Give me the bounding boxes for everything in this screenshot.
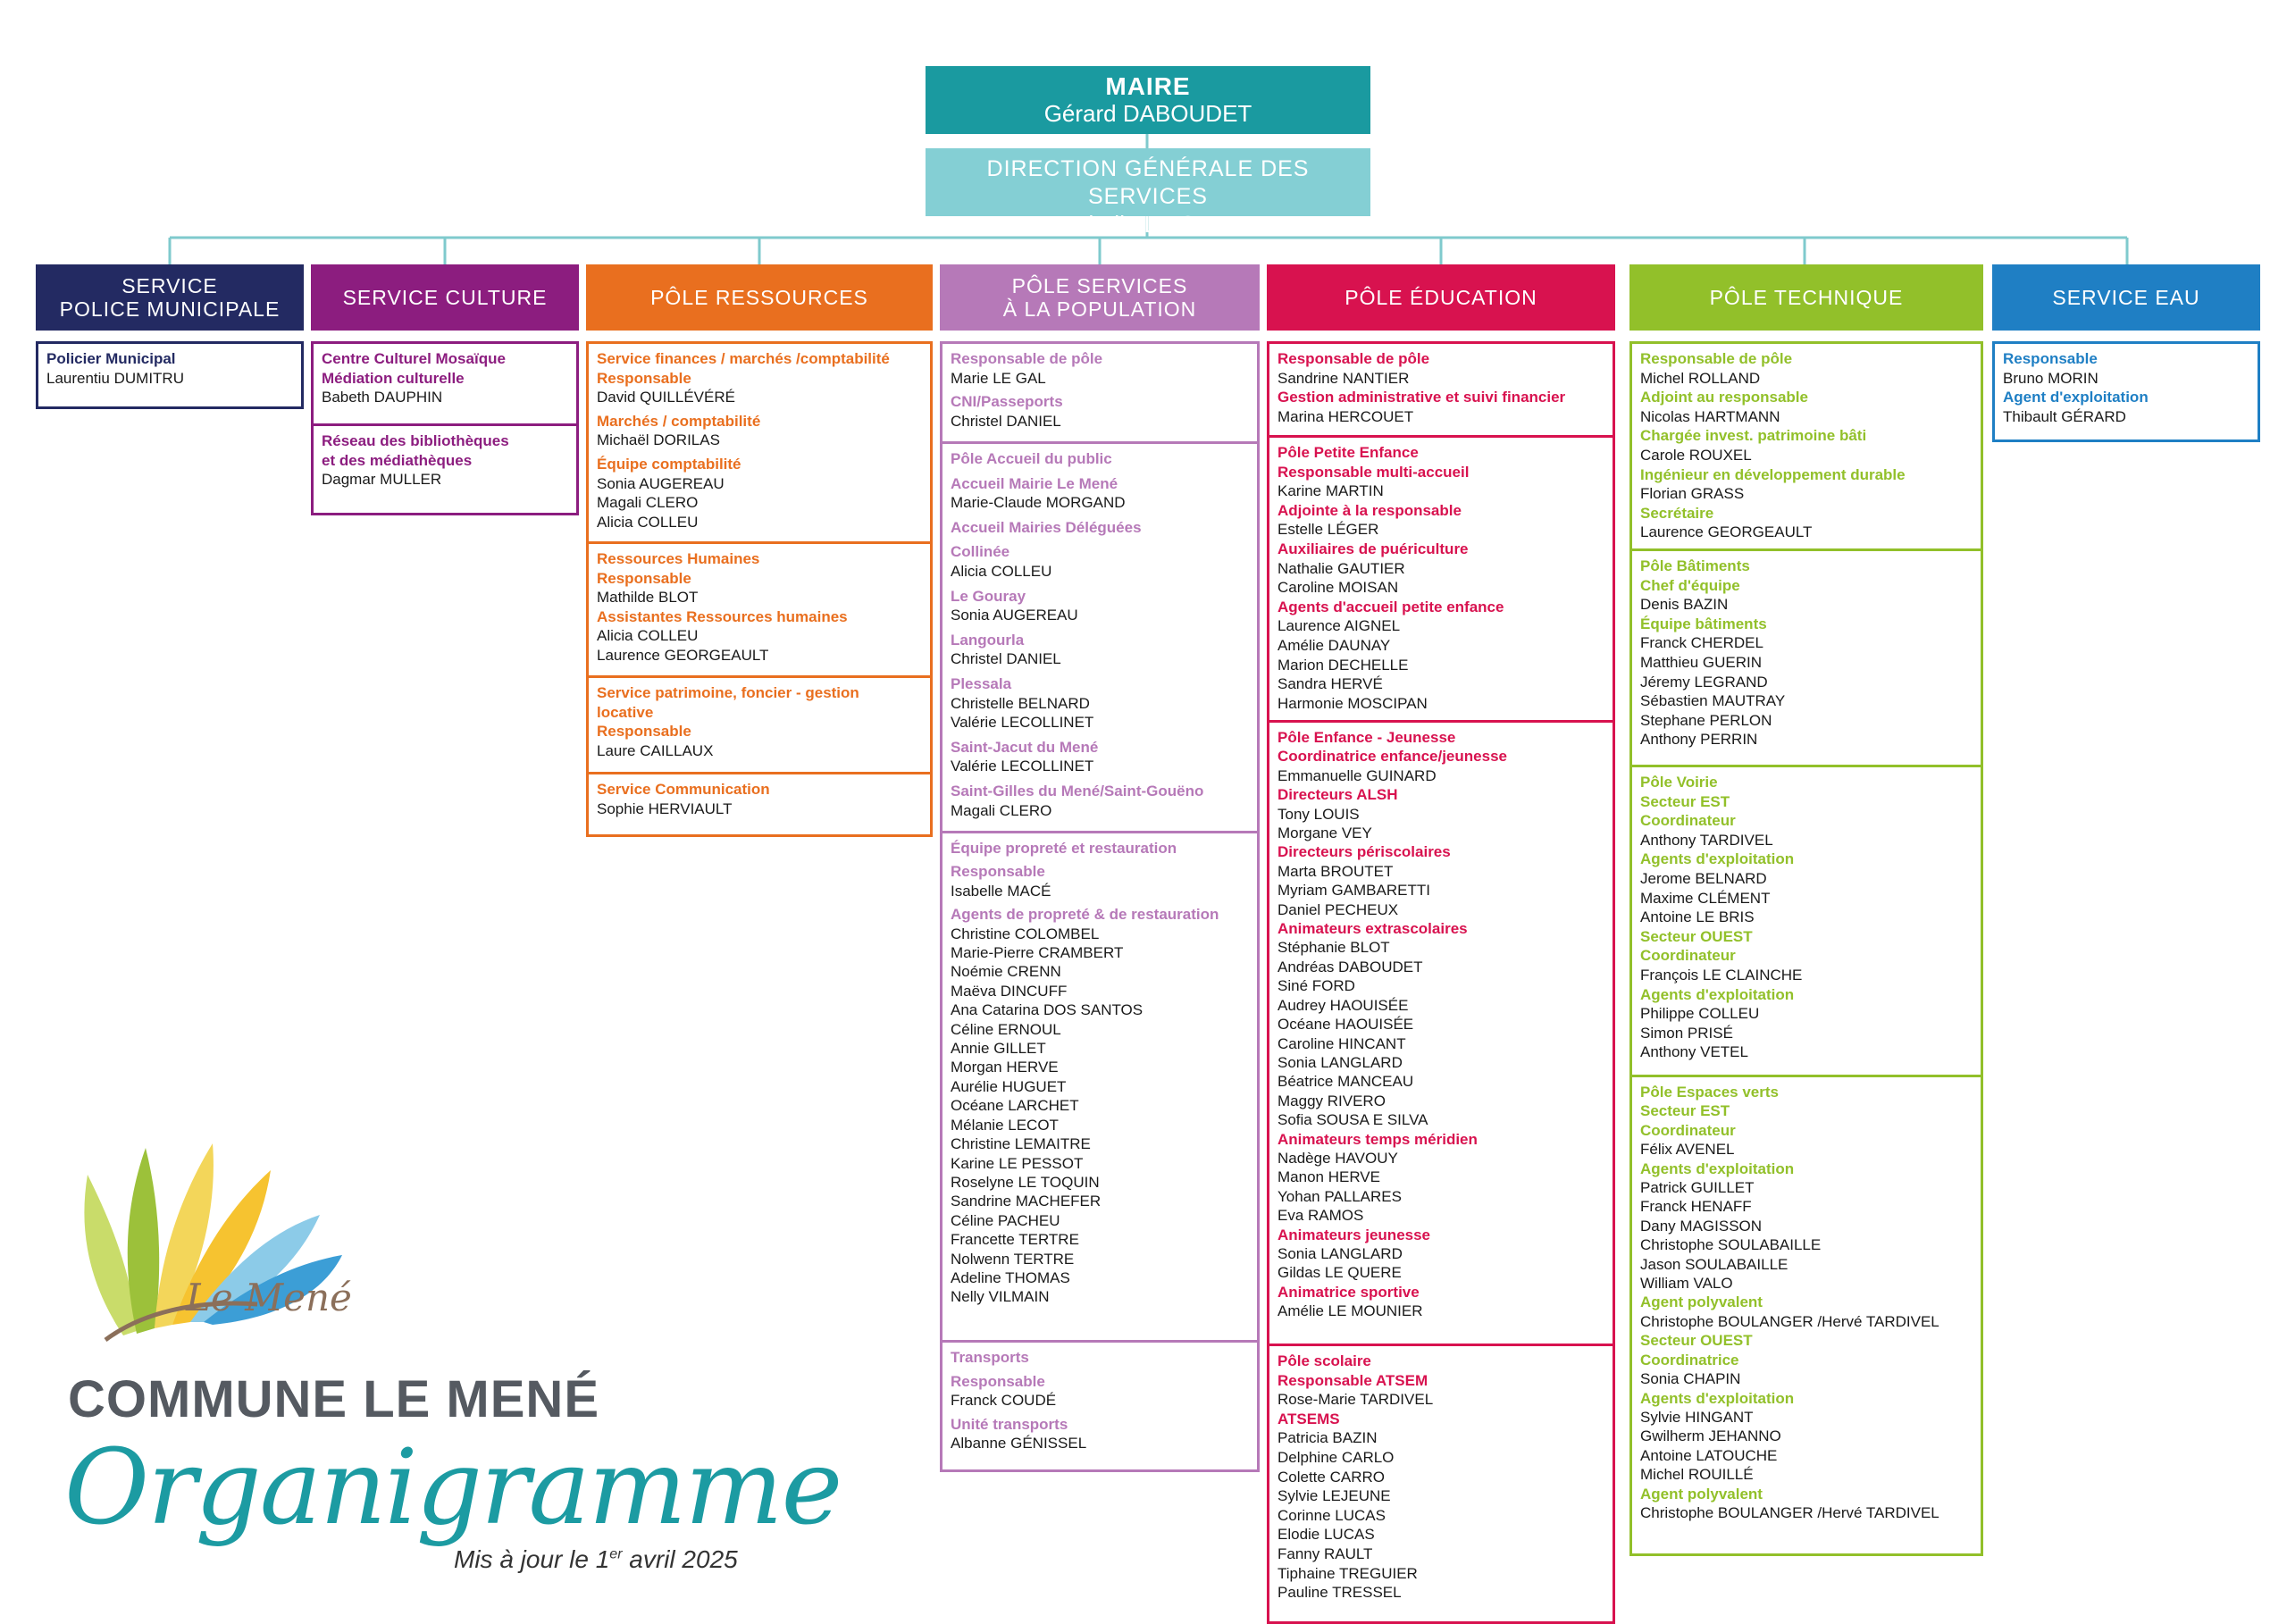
organigramme-title: Organigramme <box>64 1427 842 1548</box>
role-label: Réseau des bibliothèques <box>322 432 509 449</box>
box-ressources-1 <box>586 541 933 684</box>
update-sup: er <box>609 1546 623 1562</box>
person-name: Michaël DORILAS <box>597 431 720 449</box>
box-culture-0 <box>311 341 579 431</box>
role-label: Responsable <box>597 723 691 741</box>
person-name: Emmanuelle GUINARD <box>1278 766 1437 784</box>
person-name: Anthony TARDIVEL <box>1640 831 1773 849</box>
person-name: Antoine LATOUCHE <box>1640 1446 1778 1464</box>
role-label: Responsable <box>2003 350 2098 367</box>
person-name: Laurentiu DUMITRU <box>46 369 184 387</box>
person-name: Tony LOUIS <box>1278 805 1360 823</box>
person-name: Marie-Pierre CRAMBERT <box>951 944 1124 962</box>
person-name: Marina HERCOUET <box>1278 407 1414 425</box>
person-name: Manon HERVE <box>1278 1168 1380 1186</box>
header-ressources <box>586 264 933 331</box>
role-label: Pôle scolaire <box>1278 1352 1371 1369</box>
person-name: Laurence AIGNEL <box>1278 617 1401 635</box>
person-name: Océane LARCHET <box>951 1097 1079 1115</box>
person-name: Gildas LE QUERE <box>1278 1264 1402 1282</box>
role-label: Secteur EST <box>1640 792 1730 810</box>
person-name: Nolwenn TERTRE <box>951 1250 1075 1268</box>
header-line: PÔLE SERVICES <box>1011 274 1188 297</box>
role-label: Adjointe à la responsable <box>1278 501 1462 519</box>
role-label: Secteur OUEST <box>1640 927 1753 945</box>
box-police-0 <box>36 341 304 409</box>
person-name: Anthony PERRIN <box>1640 731 1758 749</box>
role-label: Coordinatrice <box>1640 1351 1739 1369</box>
person-name: Michel ROUILLÉ <box>1640 1466 1754 1484</box>
role-label: Langourla <box>951 631 1025 649</box>
header-line: POLICE MUNICIPALE <box>59 297 281 321</box>
column-eau <box>1992 264 2260 1618</box>
person-name: Christel DANIEL <box>951 412 1061 430</box>
box-technique-0 <box>1629 341 1983 559</box>
role-label: Collinée <box>951 543 1010 561</box>
box-education-1 <box>1267 435 1615 732</box>
role-label: Pôle Voirie <box>1640 774 1718 791</box>
person-name: Céline PACHEU <box>951 1211 1060 1229</box>
role-label: Marchés / comptabilité <box>597 412 761 430</box>
person-name: Ana Catarina DOS SANTOS <box>951 1001 1144 1019</box>
role-label: Responsable de pôle <box>1640 350 1793 367</box>
role-label: Assistantes Ressources humaines <box>597 607 848 625</box>
person-name: Marie-Claude MORGAND <box>951 494 1126 512</box>
role-label: Responsable <box>597 569 691 587</box>
person-name: Nathalie GAUTIER <box>1278 559 1405 577</box>
person-name: Nicolas HARTMANN <box>1640 407 1780 425</box>
header-eau <box>1992 264 2260 331</box>
person-name: Francette TERTRE <box>951 1231 1079 1249</box>
header-technique <box>1629 264 1983 331</box>
person-name: Bruno MORIN <box>2003 369 2099 387</box>
column-education <box>1267 264 1615 1618</box>
role-label: Pôle Bâtiments <box>1640 557 1750 574</box>
role-label: Responsable de pôle <box>1278 350 1430 367</box>
role-label: Directeurs périscolaires <box>1278 843 1451 861</box>
person-name: Sébastien MAUTRAY <box>1640 692 1786 710</box>
role-label: Service finances / marchés /comptabilité <box>597 350 890 367</box>
person-name: Christophe BOULANGER /Hervé TARDIVEL <box>1640 1503 1939 1521</box>
role-label: Pôle Espaces verts <box>1640 1084 1779 1101</box>
box-culture-1 <box>311 423 579 515</box>
person-name: Sandra HERVÉ <box>1278 675 1383 693</box>
person-name: Christophe SOULABAILLE <box>1640 1236 1822 1254</box>
header-line: PÔLE ÉDUCATION <box>1345 286 1537 309</box>
role-label: Équipe propreté et restauration <box>951 840 1177 857</box>
role-label: Coordinatrice enfance/jeunesse <box>1278 748 1507 766</box>
role-label: Animateurs jeunesse <box>1278 1226 1431 1243</box>
box-population-2 <box>940 831 1260 1349</box>
person-name: Franck COUDÉ <box>951 1392 1057 1410</box>
person-name: Jerome BELNARD <box>1640 869 1767 887</box>
person-name: Antoine LE BRIS <box>1640 908 1755 926</box>
person-name: David QUILLÉVÉRÉ <box>597 389 735 406</box>
person-name: Laure CAILLAUX <box>597 741 714 759</box>
header-police <box>36 264 304 331</box>
person-name: Elodie LUCAS <box>1278 1526 1375 1544</box>
person-name: Annie GILLET <box>951 1040 1046 1058</box>
role-label: Coordinateur <box>1640 947 1736 965</box>
role-label: Transports <box>951 1349 1029 1366</box>
person-name: Michel ROLLAND <box>1640 369 1761 387</box>
header-line: PÔLE RESSOURCES <box>650 286 868 309</box>
le-mene-logo-icon <box>70 1121 364 1344</box>
person-name: Simon PRISÉ <box>1640 1024 1733 1042</box>
role-label: et des médiathèques <box>322 451 473 469</box>
person-name: Sofia SOUSA E SILVA <box>1278 1111 1428 1129</box>
role-label: Service patrimoine, foncier - gestion <box>597 684 859 701</box>
role-label: Chargée invest. patrimoine bâti <box>1640 427 1867 445</box>
role-label: Agents de propreté & de restauration <box>951 906 1219 924</box>
person-name: Christine COLOMBEL <box>951 925 1100 942</box>
person-name: Maxime CLÉMENT <box>1640 889 1771 907</box>
maire-box <box>926 66 1370 134</box>
role-label: Responsable <box>597 369 691 387</box>
person-name: Sophie HERVIAULT <box>597 799 733 817</box>
role-label: Secteur EST <box>1640 1102 1730 1120</box>
person-name: Valérie LECOLLINET <box>951 758 1094 775</box>
person-name: Harmonie MOSCIPAN <box>1278 694 1428 712</box>
role-label: Agents d'exploitation <box>1640 985 1795 1003</box>
role-label: Gestion administrative et suivi financier <box>1278 389 1566 406</box>
role-label: Ingénieur en développement durable <box>1640 465 1906 483</box>
role-label: Saint-Jacut du Mené <box>951 738 1099 756</box>
role-label: Saint-Gilles du Mené/Saint-Gouëno <box>951 782 1204 799</box>
role-label: Animateurs temps méridien <box>1278 1130 1478 1148</box>
role-label: Coordinateur <box>1640 1121 1736 1139</box>
person-name: Sonia LANGLARD <box>1278 1244 1403 1262</box>
role-label: Service Communication <box>597 781 770 798</box>
box-technique-3 <box>1629 1075 1983 1556</box>
person-name: Christophe BOULANGER /Hervé TARDIVEL <box>1640 1312 1939 1330</box>
header-line: À LA POPULATION <box>1002 297 1197 321</box>
person-name: Morgan HERVE <box>951 1059 1059 1076</box>
role-label: Agent polyvalent <box>1640 1485 1763 1503</box>
person-name: Caroline MOISAN <box>1278 579 1399 597</box>
person-name: Siné FORD <box>1278 977 1355 995</box>
person-name: Jason SOULABAILLE <box>1640 1255 1789 1273</box>
box-education-3 <box>1267 1344 1615 1624</box>
person-name: Maggy RIVERO <box>1278 1092 1386 1109</box>
person-name: Babeth DAUPHIN <box>322 389 443 406</box>
person-name: Laurence GEORGEAULT <box>597 646 769 664</box>
role-label: Accueil Mairies Déléguées <box>951 518 1142 536</box>
person-name: Noémie CRENN <box>951 963 1061 981</box>
header-line: SERVICE <box>121 274 218 297</box>
header-population <box>940 264 1260 331</box>
header-line: SERVICE EAU <box>2052 286 2200 309</box>
person-name: Denis BAZIN <box>1640 596 1729 614</box>
role-label: Le Gouray <box>951 587 1026 605</box>
person-name: Alicia COLLEU <box>597 513 699 531</box>
person-name: Jéremy LEGRAND <box>1640 673 1768 691</box>
header-line: PÔLE TECHNIQUE <box>1709 286 1904 309</box>
person-name: Thibault GÉRARD <box>2003 407 2126 425</box>
person-name: Myriam GAMBARETTI <box>1278 882 1430 900</box>
role-label: Agents d'exploitation <box>1640 1389 1795 1407</box>
role-label: Responsable <box>951 863 1045 881</box>
person-name: Maëva DINCUFF <box>951 982 1068 1000</box>
person-name: Isabelle MACÉ <box>951 882 1051 900</box>
person-name: Christine LEMAITRE <box>951 1135 1091 1153</box>
person-name: Gwilherm JEHANNO <box>1640 1427 1781 1445</box>
person-name: Karine MARTIN <box>1278 482 1384 500</box>
maire-name: Gérard DABOUDET <box>1043 100 1252 127</box>
box-ressources-2 <box>586 675 933 781</box>
person-name: Franck CHERDEL <box>1640 634 1763 652</box>
column-ressources <box>586 264 933 1618</box>
person-name: Marion DECHELLE <box>1278 656 1409 674</box>
role-label: Équipe bâtiments <box>1640 615 1767 632</box>
box-education-2 <box>1267 720 1615 1358</box>
role-label: Accueil Mairie Le Mené <box>951 474 1118 492</box>
person-name: Aurélie HUGUET <box>951 1077 1067 1095</box>
box-technique-1 <box>1629 548 1983 774</box>
person-name: Sonia CHAPIN <box>1640 1370 1741 1388</box>
person-name: Mélanie LECOT <box>951 1116 1059 1134</box>
person-name: Félix AVENEL <box>1640 1141 1735 1159</box>
person-name: Andréas DABOUDET <box>1278 958 1423 975</box>
column-population <box>940 264 1260 1618</box>
role-label: Équipe comptabilité <box>597 455 741 473</box>
role-label: Ressources Humaines <box>597 550 760 567</box>
person-name: Stephane PERLON <box>1640 711 1772 729</box>
box-population-1 <box>940 441 1260 845</box>
person-name: Dany MAGISSON <box>1640 1217 1763 1235</box>
person-name: Marta BROUTET <box>1278 862 1394 880</box>
dgs-name: Isabelle LE GALL <box>1057 211 1239 238</box>
person-name: Mathilde BLOT <box>597 589 699 607</box>
role-label: Responsable multi-accueil <box>1278 463 1470 481</box>
person-name: Colette CARRO <box>1278 1468 1385 1486</box>
role-label: Chef d'équipe <box>1640 576 1740 594</box>
role-label: Secrétaire <box>1640 504 1714 522</box>
role-label: Directeurs ALSH <box>1278 786 1398 804</box>
person-name: Sylvie HINGANT <box>1640 1408 1754 1426</box>
logo-text: Le Mené <box>186 1276 352 1319</box>
person-name: Céline ERNOUL <box>951 1020 1061 1038</box>
person-name: Franck HENAFF <box>1640 1198 1752 1216</box>
role-label: Coordinateur <box>1640 812 1736 830</box>
maire-title: MAIRE <box>1105 72 1191 100</box>
role-label: CNI/Passeports <box>951 393 1063 411</box>
role-label: Secteur OUEST <box>1640 1332 1753 1350</box>
person-name: Dagmar MULLER <box>322 471 442 489</box>
person-name: Patrick GUILLET <box>1640 1179 1755 1197</box>
role-label: Animatrice sportive <box>1278 1283 1420 1301</box>
role-label: Agent d'exploitation <box>2003 389 2149 406</box>
person-name: Daniel PECHEUX <box>1278 900 1399 918</box>
person-name: Christelle BELNARD <box>951 694 1090 712</box>
role-label: Pôle Petite Enfance <box>1278 444 1419 461</box>
person-name: Caroline HINCANT <box>1278 1034 1406 1052</box>
role-label: Plessala <box>951 674 1012 692</box>
person-name: Carole ROUXEL <box>1640 446 1752 464</box>
role-label: Policier Municipal <box>46 350 176 367</box>
person-name: Anthony VETEL <box>1640 1043 1748 1061</box>
dgs-box <box>926 148 1370 238</box>
person-name: Philippe COLLEU <box>1640 1005 1760 1023</box>
person-name: Sandrine MACHEFER <box>951 1193 1102 1210</box>
role-label: Agents d'exploitation <box>1640 850 1795 868</box>
box-eau-0 <box>1992 341 2260 442</box>
person-name: Sandrine NANTIER <box>1278 369 1410 387</box>
person-name: Magali CLERO <box>951 801 1052 819</box>
role-label: Agents d'accueil petite enfance <box>1278 598 1504 615</box>
dgs-title: DIRECTION GÉNÉRALE DES SERVICES <box>986 156 1310 209</box>
person-name: Karine LE PESSOT <box>951 1154 1084 1172</box>
person-name: Amélie LE MOUNIER <box>1278 1302 1423 1320</box>
person-name: Fanny RAULT <box>1278 1544 1373 1562</box>
person-name: Delphine CARLO <box>1278 1448 1395 1466</box>
person-name: Tiphaine TREGUIER <box>1278 1564 1418 1582</box>
role-label: Adjoint au responsable <box>1640 389 1808 406</box>
person-name: Albanne GÉNISSEL <box>951 1435 1087 1452</box>
role-label: locative <box>597 703 654 721</box>
person-name: Laurence GEORGEAULT <box>1640 523 1813 541</box>
person-name: Béatrice MANCEAU <box>1278 1073 1414 1091</box>
person-name: Magali CLERO <box>597 494 699 512</box>
person-name: Estelle LÉGER <box>1278 521 1379 539</box>
person-name: Patricia BAZIN <box>1278 1429 1378 1447</box>
person-name: Christel DANIEL <box>951 650 1061 668</box>
person-name: Océane HAOUISÉE <box>1278 1016 1414 1034</box>
role-label: Agents d'exploitation <box>1640 1159 1795 1177</box>
person-name: François LE CLAINCHE <box>1640 966 1803 984</box>
person-name: Sonia AUGEREAU <box>597 474 725 492</box>
update-date <box>454 1545 738 1574</box>
box-education-0 <box>1267 341 1615 446</box>
box-population-3 <box>940 1340 1260 1472</box>
person-name: Matthieu GUERIN <box>1640 653 1763 671</box>
person-name: Stéphanie BLOT <box>1278 939 1390 957</box>
box-technique-2 <box>1629 765 1983 1084</box>
person-name: Valérie LECOLLINET <box>951 714 1094 732</box>
person-name: William VALO <box>1640 1275 1733 1293</box>
person-name: Rose-Marie TARDIVEL <box>1278 1391 1434 1409</box>
role-label: Médiation culturelle <box>322 369 465 387</box>
person-name: Amélie DAUNAY <box>1278 636 1391 654</box>
role-label: Auxiliaires de puériculture <box>1278 540 1469 557</box>
person-name: Roselyne LE TOQUIN <box>951 1173 1100 1191</box>
column-technique <box>1629 264 1983 1618</box>
person-name: Alicia COLLEU <box>951 562 1052 580</box>
role-label: Pôle Accueil du public <box>951 450 1112 467</box>
role-label: Pôle Enfance - Jeunesse <box>1278 729 1456 746</box>
box-population-0 <box>940 341 1260 450</box>
person-name: Eva RAMOS <box>1278 1207 1364 1225</box>
person-name: Alicia COLLEU <box>597 627 699 645</box>
update-prefix: Mis à jour le 1 <box>454 1545 610 1573</box>
person-name: Sonia LANGLARD <box>1278 1053 1403 1071</box>
box-ressources-0 <box>586 341 933 552</box>
header-education <box>1267 264 1615 331</box>
role-label: ATSEMS <box>1278 1410 1340 1427</box>
person-name: Pauline TRESSEL <box>1278 1584 1402 1602</box>
role-label: Responsable de pôle <box>951 350 1103 367</box>
role-label: Unité transports <box>951 1415 1068 1433</box>
person-name: Morgane VEY <box>1278 825 1372 842</box>
role-label: Centre Culturel Mosaïque <box>322 350 506 367</box>
person-name: Adeline THOMAS <box>951 1268 1070 1286</box>
person-name: Corinne LUCAS <box>1278 1506 1386 1524</box>
header-line: SERVICE CULTURE <box>342 286 548 309</box>
person-name: Audrey HAOUISÉE <box>1278 996 1409 1014</box>
person-name: Nelly VILMAIN <box>951 1288 1050 1306</box>
commune-title: COMMUNE LE MENÉ <box>68 1370 599 1428</box>
role-label: Agent polyvalent <box>1640 1293 1763 1311</box>
role-label: Responsable ATSEM <box>1278 1371 1428 1389</box>
person-name: Sonia AUGEREAU <box>951 607 1078 624</box>
update-suffix: avril 2025 <box>622 1545 738 1573</box>
person-name: Sylvie LEJEUNE <box>1278 1487 1391 1505</box>
person-name: Yohan PALLARES <box>1278 1187 1402 1205</box>
person-name: Marie LE GAL <box>951 369 1046 387</box>
header-culture <box>311 264 579 331</box>
role-label: Animateurs extrascolaires <box>1278 920 1468 938</box>
person-name: Florian GRASS <box>1640 485 1745 503</box>
person-name: Nadège HAVOUY <box>1278 1149 1398 1167</box>
role-label: Responsable <box>951 1372 1045 1390</box>
box-ressources-3 <box>586 772 933 837</box>
